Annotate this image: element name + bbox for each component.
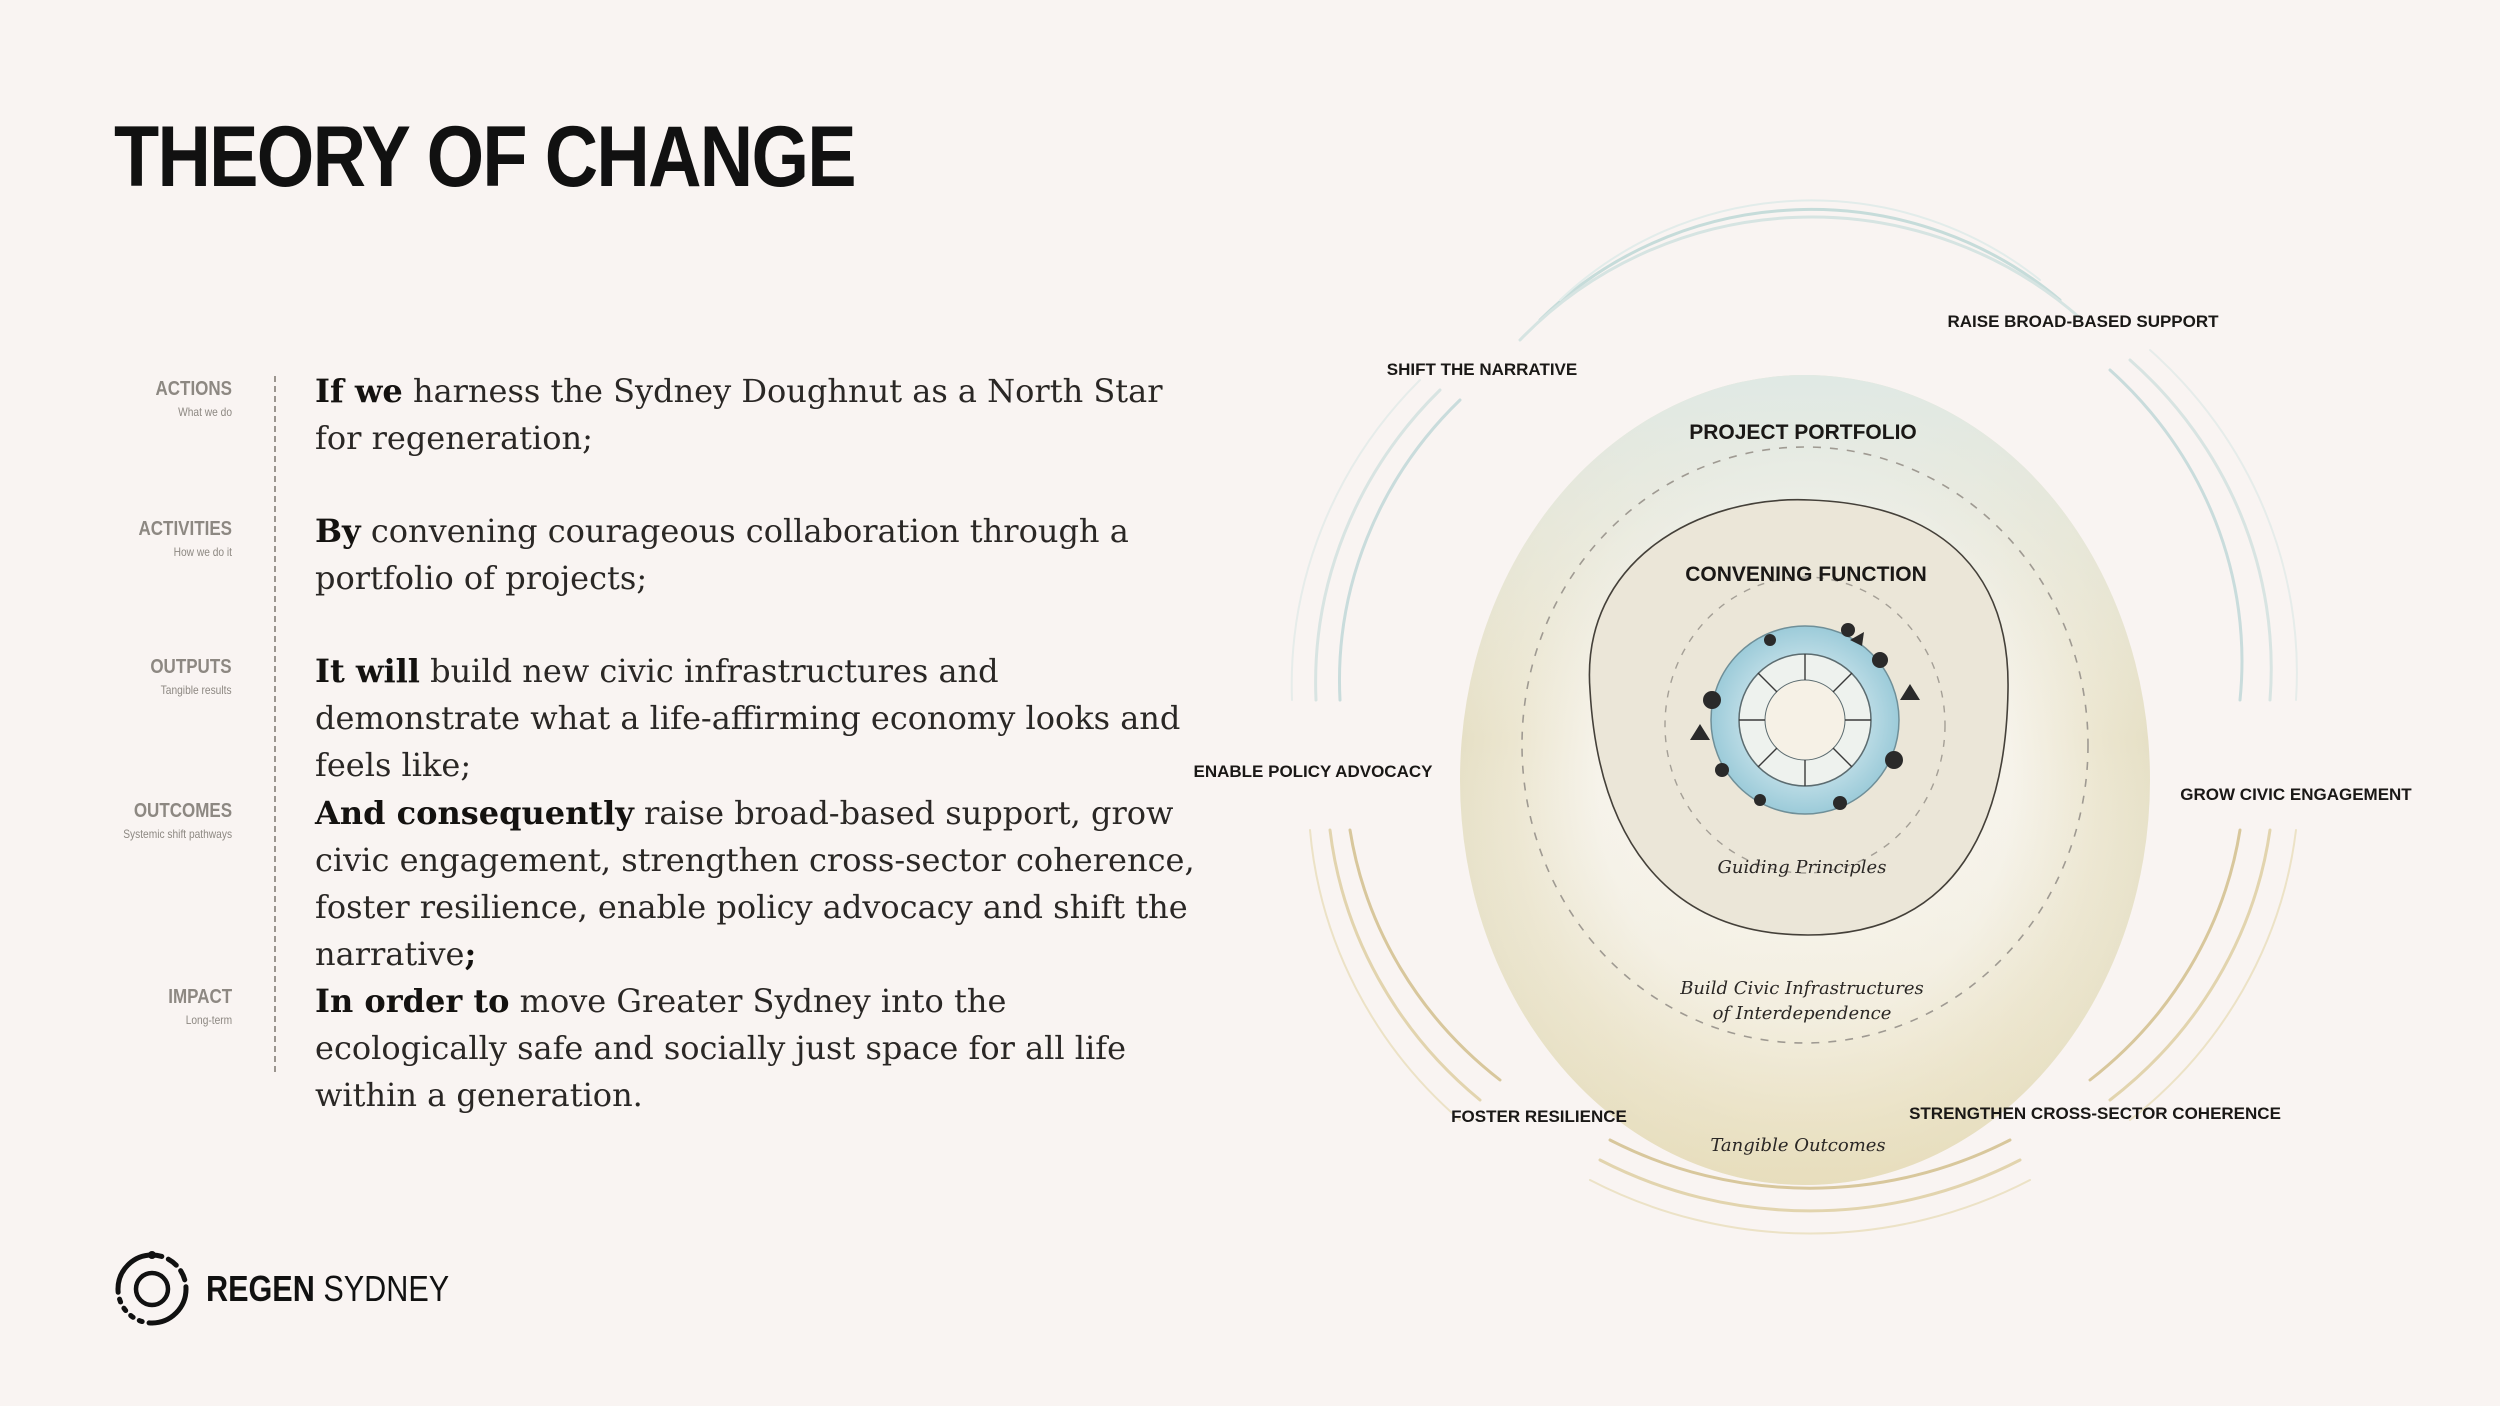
row-label-sub: Tangible results: [161, 683, 232, 697]
grow-engagement-label: GROW CIVIC ENGAGEMENT: [2180, 785, 2412, 804]
statement-text: build new civic infrastructures and demonstrate what a life-affirming economy looks and feels like;: [315, 652, 1181, 784]
tangible-outcomes-label: Tangible Outcomes: [1710, 1135, 1886, 1156]
statement-text: harness the Sydney Doughnut as a North Star for regeneration;: [315, 372, 1163, 457]
build-civic-infrastructures-label: Build Civic Infrastructures: [1680, 978, 1924, 999]
page-title: THEORY OF CHANGE: [114, 109, 855, 205]
logo-wordmark: [206, 1268, 449, 1310]
row-label-sub: Systemic shift pathways: [123, 827, 232, 841]
statement-tail: ;: [464, 935, 477, 973]
statement-bold: And consequently: [315, 794, 634, 832]
enable-policy-label: ENABLE POLICY ADVOCACY: [1193, 762, 1433, 781]
strengthen-coherence-label: STRENGTHEN CROSS-SECTOR COHERENCE: [1909, 1104, 2281, 1123]
raise-support-label: RAISE BROAD-BASED SUPPORT: [1947, 312, 2219, 331]
row-label-text: IMPACT: [168, 986, 232, 1008]
shift-narrative-label: SHIFT THE NARRATIVE: [1386, 360, 1578, 379]
convening-function-label: CONVENING FUNCTION: [1685, 563, 1927, 586]
interdependence-label: of Interdependence: [1712, 1003, 1892, 1024]
foster-resilience-label: FOSTER RESILIENCE: [1451, 1107, 1627, 1126]
row-label-sub: What we do: [178, 405, 232, 419]
regen-sydney-logo: [112, 1246, 492, 1332]
guiding-principles-label: Guiding Principles: [1717, 857, 1887, 878]
row-label-sub: Long-term: [185, 1013, 232, 1027]
row-label-text: OUTCOMES: [133, 800, 232, 822]
statement-bold: It will: [315, 652, 420, 690]
statement-bold: In order to: [315, 982, 510, 1020]
row-label-text: OUTPUTS: [150, 656, 232, 678]
statement-text: raise broad-based support, grow civic engagement, strengthen cross-sector coherence, foster resilience, enable policy advocacy and shift the narrative: [315, 794, 1195, 973]
row-label-sub: How we do it: [173, 545, 232, 559]
regen-sydney-logo-icon: [112, 1249, 192, 1329]
row-label-text: ACTIVITIES: [138, 518, 232, 540]
project-portfolio-label: PROJECT PORTFOLIO: [1689, 421, 1917, 444]
statement-bold: If we: [315, 372, 403, 410]
statement-text: move Greater Sydney into the ecologically safe and socially just space for all life within a generation.: [315, 982, 1127, 1114]
logo-bold: REGEN: [206, 1268, 315, 1309]
statement-bold: By: [315, 512, 361, 550]
statement-text: convening courageous collaboration through a portfolio of projects;: [315, 512, 1129, 597]
row-label-text: ACTIONS: [155, 378, 232, 400]
logo-rest: SYDNEY: [314, 1268, 450, 1309]
